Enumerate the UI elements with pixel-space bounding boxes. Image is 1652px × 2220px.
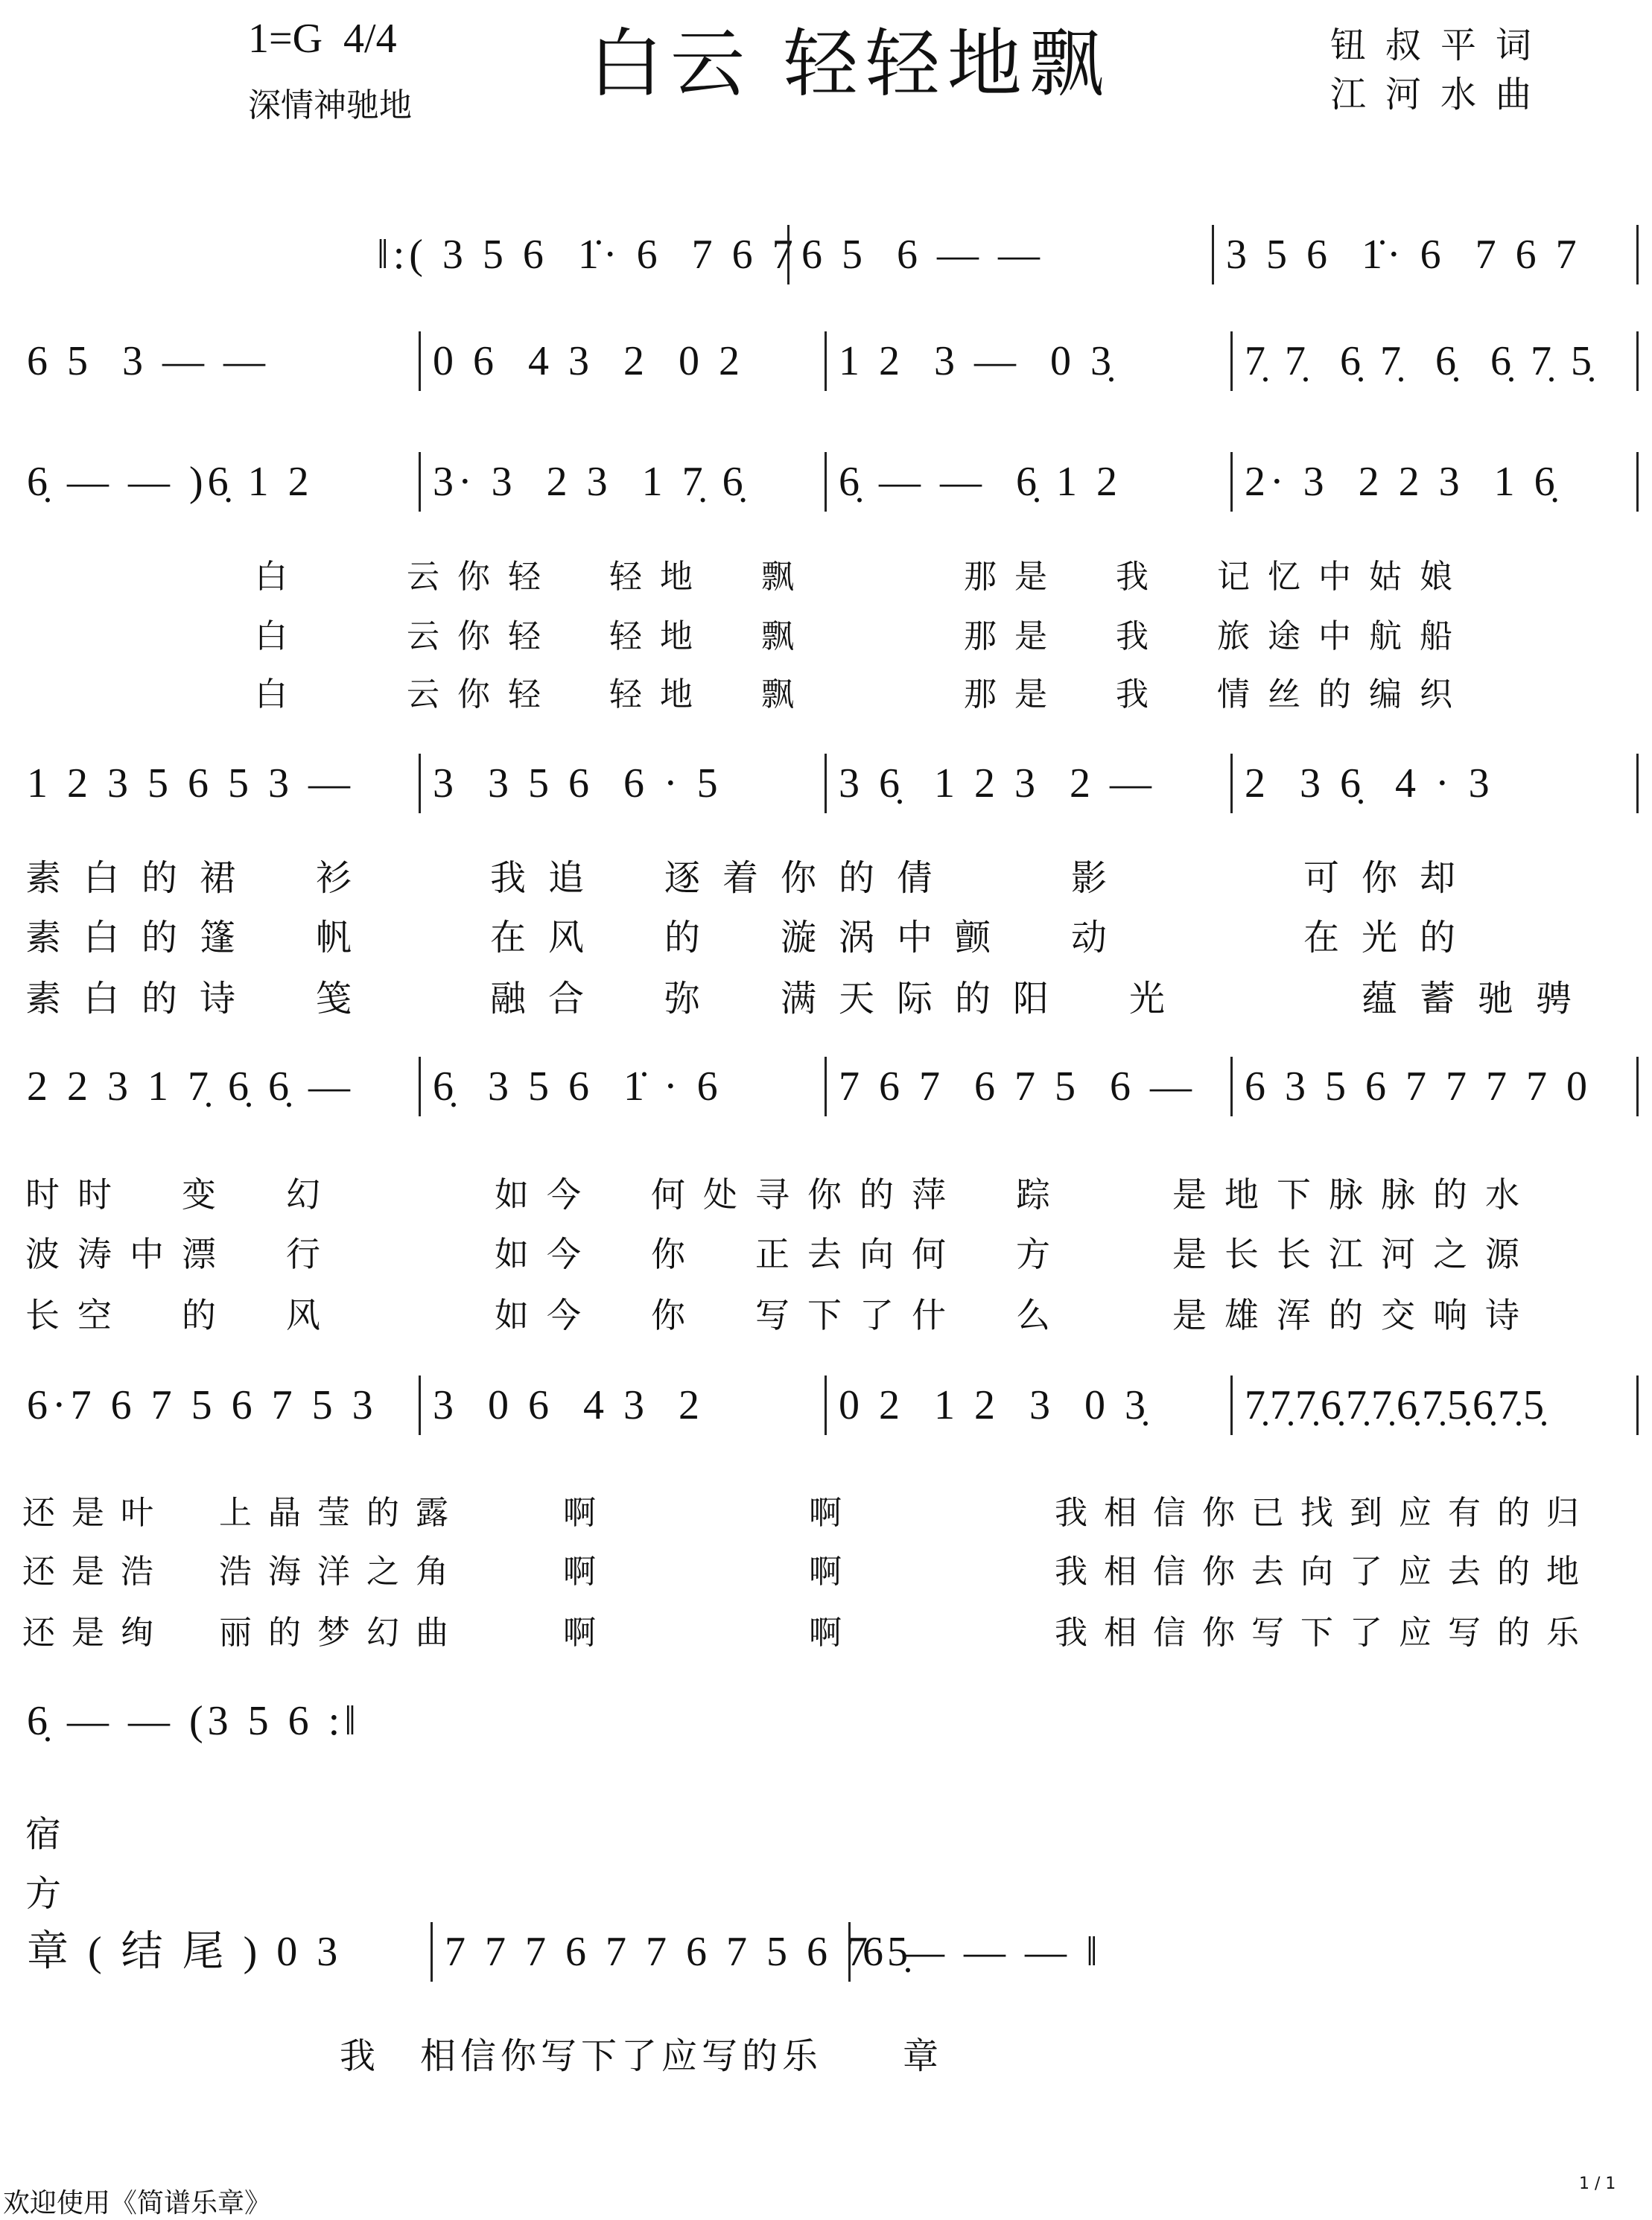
measure: 1 2 3 5 6 5 3 — bbox=[27, 760, 355, 807]
lyric-line: 素白的裙 衫 我追 逐着你的倩 影 可你却 bbox=[25, 857, 1478, 899]
measure: 3 3 5 6 6 · 5 bbox=[419, 754, 825, 813]
lyric-line: 时时 变 幻 如今 何处寻你的萍 踪 是地下脉脉的水 bbox=[25, 1174, 1537, 1215]
composer-credit: 江河水曲 bbox=[1330, 74, 1551, 115]
song-title: 白云 轻轻地飘 bbox=[588, 20, 1111, 107]
lyric-line: 白 云你轻 轻地 飘 那是 我 旅途中航船 bbox=[255, 617, 1470, 655]
measure: 1 2 3 — 0 3̣ bbox=[825, 331, 1230, 391]
music-row bbox=[15, 452, 1639, 512]
music-row bbox=[15, 1057, 1639, 1116]
barline bbox=[1636, 331, 1639, 391]
lyric-line: 还是绚 丽的梦幻曲 啊 啊 我相信你写下了应写的乐 bbox=[22, 1614, 1595, 1652]
barline bbox=[1636, 1057, 1639, 1116]
key-signature: 1=G 4/4 bbox=[248, 16, 397, 62]
lyric-line: 白 云你轻 轻地 飘 那是 我 记忆中姑娘 bbox=[255, 558, 1470, 596]
tempo-marking: 深情神驰地 bbox=[248, 86, 412, 124]
ending-lyric: 我 相信你写下了应写的乐 章 bbox=[340, 2035, 944, 2077]
measure: 0 6 4 3 2 0 2 bbox=[419, 331, 825, 391]
measure: 2 2 3 1 7̣ 6̣ 6̣ — bbox=[27, 1063, 355, 1110]
measure: 0 2 1 2 3 0 3̣ bbox=[825, 1375, 1230, 1435]
lyric-line: 方 bbox=[25, 1873, 84, 1915]
measure: ‖:( 3 5 6 1̇· 6 7 6 7 bbox=[377, 232, 798, 278]
barline bbox=[1636, 754, 1639, 813]
measure: 6 3 5 6 7 7 7 7 0 bbox=[1230, 1057, 1636, 1116]
music-row bbox=[15, 1375, 1639, 1435]
lyric-line: 波涛中漂 行 如今 你 正去向何 方 是长长江河之源 bbox=[25, 1234, 1537, 1274]
measure: 3 0 6 4 3 2 bbox=[419, 1375, 825, 1435]
music-row bbox=[15, 1691, 454, 1751]
barline bbox=[1636, 1375, 1639, 1435]
music-row bbox=[15, 331, 1639, 391]
measure: 章 ( 结 尾 ) 0 3 bbox=[27, 1929, 343, 1975]
measure: 6̣ — — )6̣ 1 2 bbox=[27, 459, 314, 505]
barline bbox=[1636, 452, 1639, 512]
lyric-line: 素白的诗 笺 融合 弥 满天际的阳 光 蕴蓄驰骋 bbox=[25, 978, 1595, 1020]
measure: 6̣ 3 5 6 1̇ · 6 bbox=[419, 1057, 825, 1116]
measure: 6̣ — — 6̣ 1 2 bbox=[825, 452, 1230, 512]
measure: 6 5 6 — — bbox=[787, 225, 1212, 284]
lyric-line: 长空 的 风 如今 你 写下了什 么 是雄浑的交响诗 bbox=[25, 1295, 1537, 1335]
measure: 7̣7̣7̣6̣7̣7̣6̣7̣5̣6̣7̣5̣ bbox=[1230, 1375, 1636, 1435]
lyric-line: 素白的篷 帆 在风 的 漩涡中颤 动 在光的 bbox=[25, 917, 1478, 958]
measure: 7̣ 7̣ 6̣ 7̣ 6̣ 6̣ 7̣ 5̣ bbox=[1230, 331, 1636, 391]
music-row bbox=[15, 754, 1639, 813]
lyric-line: 宿 bbox=[25, 1813, 84, 1855]
measure: 6 5 3 — — bbox=[27, 338, 270, 384]
lyricist-credit: 钮叔平词 bbox=[1330, 25, 1551, 66]
measure: 6·7 6 7 5 6 7 5 3 bbox=[27, 1382, 378, 1428]
measure: 7 7 7 6 7 7 6 7 5 6 7 5̣ bbox=[431, 1922, 848, 1982]
lyric-line: 白 云你轻 轻地 飘 那是 我 情丝的编织 bbox=[255, 675, 1470, 713]
music-row bbox=[15, 1922, 1266, 1982]
barline bbox=[1636, 225, 1639, 284]
music-row bbox=[365, 225, 1639, 284]
measure: 7 6 7 6 7 5 6 — bbox=[825, 1057, 1230, 1116]
measure: 3· 3 2 3 1 7̣ 6̣ bbox=[419, 452, 825, 512]
measure: 2· 3 2 2 3 1 6̣ bbox=[1230, 452, 1636, 512]
measure: 3 6̣ 1 2 3 2 — bbox=[825, 754, 1230, 813]
measure: 2 3 6̣ 4 · 3 bbox=[1230, 754, 1636, 813]
footer-text: 欢迎使用《简谱乐章》 bbox=[3, 2188, 272, 2219]
measure: 3 5 6 1̇· 6 7 6 7 bbox=[1212, 225, 1636, 284]
lyric-line: 还是叶 上晶莹的露 啊 啊 我相信你已找到应有的归 bbox=[22, 1494, 1595, 1532]
page-number: 1 / 1 bbox=[1579, 2175, 1616, 2193]
lyric-line: 还是浩 浩海洋之角 啊 啊 我相信你去向了应去的地 bbox=[22, 1553, 1595, 1591]
measure: 6 — — — ‖ bbox=[848, 1922, 1266, 1982]
measure: 6̣ — — (3 5 6 :‖ bbox=[27, 1698, 360, 1744]
